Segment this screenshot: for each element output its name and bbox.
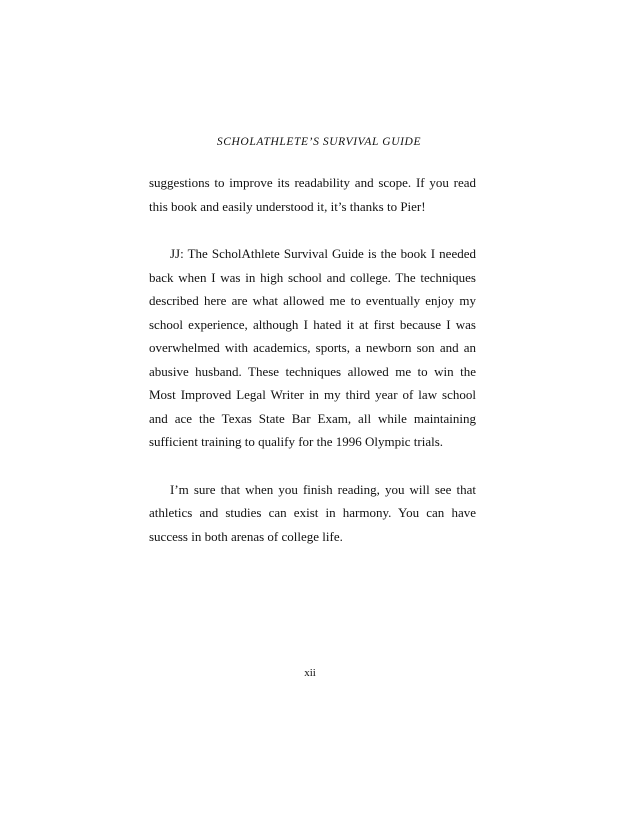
body-text xyxy=(149,171,476,548)
paragraph-jj-intro: JJ: The ScholAthlete Survival Guide is the book I needed back when I was in high school and college. The techniques described here are what allowed me to eventually enjoy my school experience, although I hated it at first because I was overwhelmed with academics, sports, a newborn son and an abusive husband. These techniques allowed me to win the Most Improved Legal Writer in my third year of law school and ace the Texas State Bar Exam, all while maintaining sufficient training to qualify for the 1996 Olympic trials. xyxy=(149,246,476,449)
paragraph-closing: I’m sure that when you finish reading, you will see that athletics and studies can exist in harmony. You can have success in both arenas of college life. xyxy=(149,481,476,544)
page-number: xii xyxy=(304,667,316,679)
paragraph-continued: suggestions to improve its readability and scope. If you read this book and easily understood it, it’s thanks to Pier! xyxy=(149,175,476,214)
running-header: SCHOLATHLETE’S SURVIVAL GUIDE xyxy=(216,136,422,148)
